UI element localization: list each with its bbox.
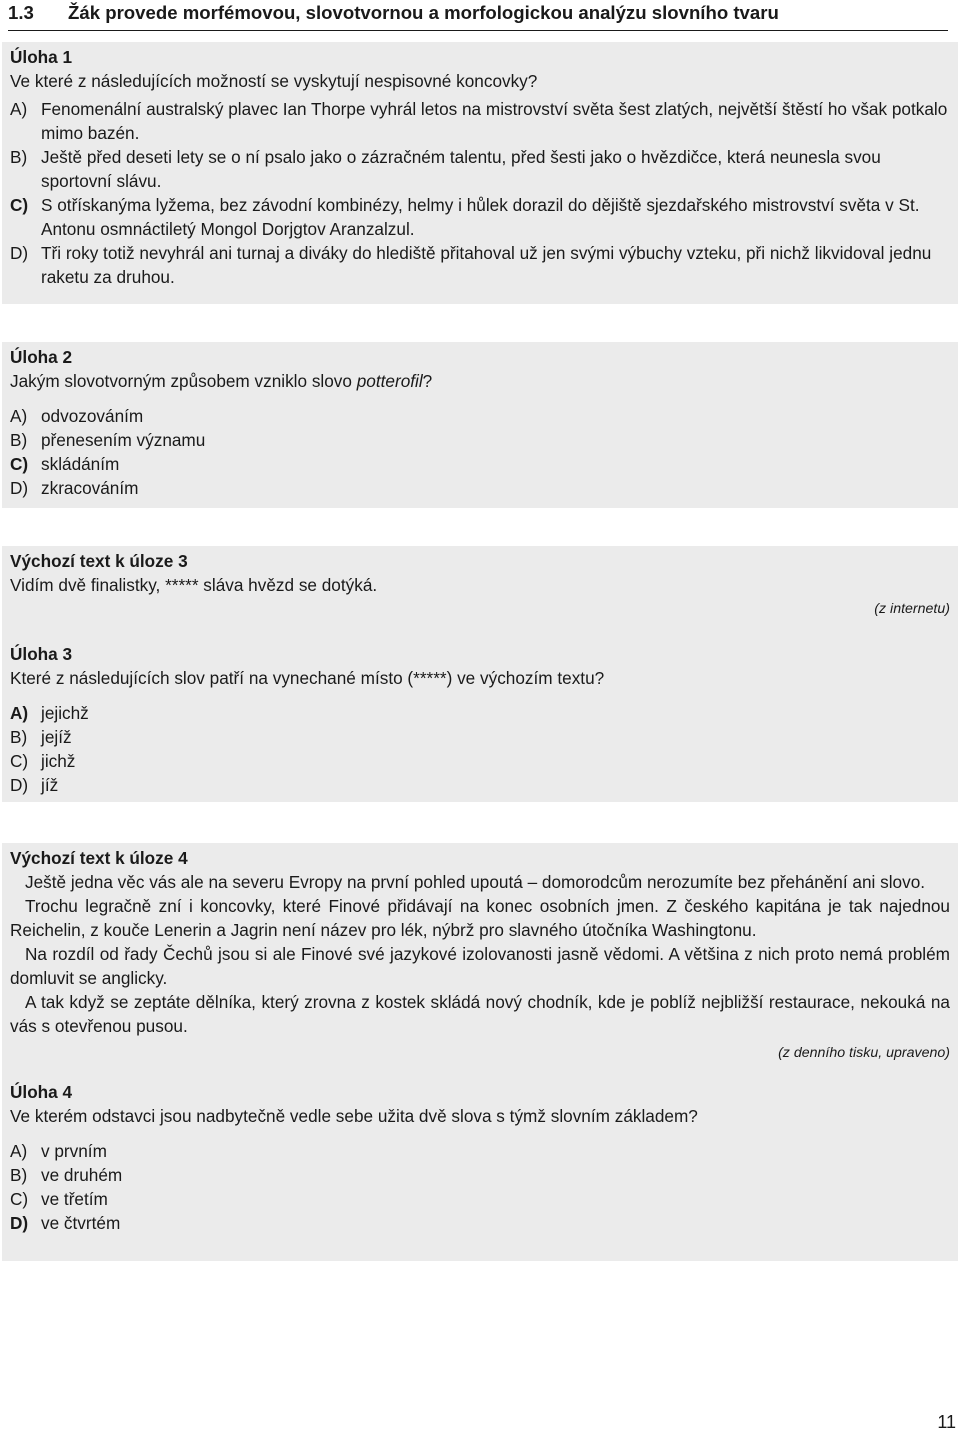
source4-paragraph-3: Na rozdíl od řady Čechů jsou si ale Finové své jazykové izolovanosti jasně vědomi. A většina z nich proto nemá problém domluvit se anglicky. (10, 944, 950, 988)
task1-option-d[interactable]: D) Tři roky totiž nevyhrál ani turnaj a diváky do hlediště přitahoval už jen svými výbuchy vzteku, při nichž likvidoval jednu raketu za druhou. (10, 243, 932, 287)
task2-option-c[interactable]: C) skládáním (10, 454, 120, 474)
task3-option-c[interactable]: C) jichž (10, 751, 76, 771)
task2-option-d[interactable]: D) zkracováním (10, 478, 139, 498)
source3-citation: (z internetu) (874, 601, 950, 617)
task3-heading: Úloha 3 (10, 644, 73, 664)
source4-citation: (z denního tisku, upraveno) (778, 1045, 950, 1061)
task2-option-b[interactable]: B) přenesením významu (10, 430, 206, 450)
section-number: 1.3 (8, 2, 34, 23)
task2-term: potterofil (356, 371, 423, 391)
task4-option-d[interactable]: D) ve čtvrtém (10, 1213, 121, 1233)
source3-heading: Výchozí text k úloze 3 (10, 551, 188, 571)
task3-question: Které z následujících slov patří na vynechané místo (*****) ve výchozím textu? (10, 668, 605, 688)
task3-option-b[interactable]: B) jejíž (10, 727, 72, 747)
task3-option-d[interactable]: D) jíž (10, 775, 59, 795)
task1-option-b[interactable]: B) Ještě před deseti lety se o ní psalo jako o zázračném talentu, před šesti jako o hvězdičce, která neunesla svou sportovní slávu. (10, 147, 881, 191)
section-heading: Žák provede morfémovou, slovotvornou a morfologickou analýzu slovního tvaru (68, 2, 779, 23)
task3-box (2, 546, 958, 802)
task1-option-a[interactable]: A) Fenomenální australský plavec Ian Thorpe vyhrál letos na mistrovství světa šest zlatých, největší štěstí ho však potkalo mimo bazén. (10, 99, 948, 143)
task2-box (2, 342, 958, 508)
task4-heading: Úloha 4 (10, 1082, 73, 1102)
task2-option-a[interactable]: A) odvozováním (10, 406, 144, 426)
task2-heading: Úloha 2 (10, 347, 73, 367)
task4-option-c[interactable]: C) ve třetím (10, 1189, 108, 1209)
task2-question: Jakým slovotvorným způsobem vzniklo slovo potterofil? (10, 371, 433, 391)
task4-question: Ve kterém odstavci jsou nadbytečně vedle sebe užita dvě slova s týmž slovním základem? (10, 1106, 698, 1126)
task1-heading: Úloha 1 (10, 47, 73, 67)
task1-box (2, 42, 958, 304)
task4-box (2, 843, 958, 1261)
source4-paragraph-2: Trochu legračně zní i koncovky, které Finové přidávají na konec osobních jmen. Z českého kapitána je tak najednou Reichelin, z kouče Lenerin a Jagrin není název pro lék, nýbrž pro slavného útočníka Washingtonu. (10, 896, 950, 940)
task3-option-a[interactable]: A) jejichž (10, 703, 89, 723)
source4-paragraph-4: A tak když se zeptáte dělníka, který zrovna z kostek skládá nový chodník, kde je poblíž nejbližší restaurace, nekouká na vás s otevřenou pusou. (10, 992, 950, 1036)
source4-heading: Výchozí text k úloze 4 (10, 848, 188, 868)
page-number: 11 (937, 1412, 956, 1432)
source3-text: Vidím dvě finalistky, ***** sláva hvězd se dotýká. (10, 575, 378, 595)
section-title (8, 2, 948, 31)
task4-option-a[interactable]: A) v prvním (10, 1141, 107, 1161)
task1-option-c[interactable]: C) S otřískanýma lyžema, bez závodní kombinézy, helmy i hůlek dorazil do dějiště sjezdařského mistrovství světa v St. Antonu osmnáctiletý Mongol Dorjgtov Aranzalzul. (10, 195, 920, 239)
task1-question: Ve které z následujících možností se vyskytují nespisovné koncovky? (10, 71, 538, 91)
source4-paragraph-1: Ještě jedna věc vás ale na severu Evropy na první pohled upoutá – domorodcům nerozumíte bez přehánění ani slovo. (25, 872, 926, 892)
task4-option-b[interactable]: B) ve druhém (10, 1165, 123, 1185)
